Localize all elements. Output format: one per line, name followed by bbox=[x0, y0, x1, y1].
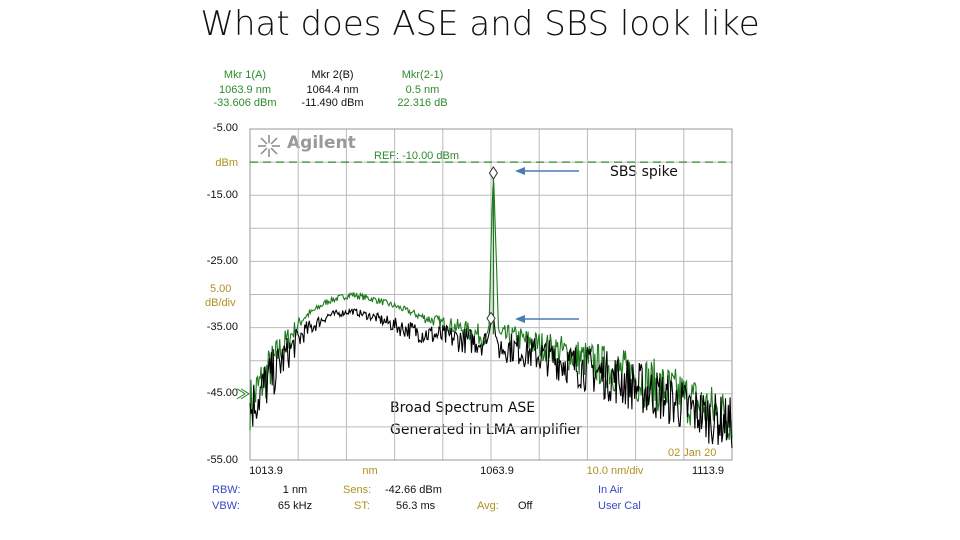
st-label: ST: bbox=[354, 500, 370, 512]
y-tick-label: -45.00 bbox=[206, 387, 238, 399]
in-air-label: In Air bbox=[598, 484, 624, 496]
rbw-label: RBW: bbox=[212, 484, 241, 496]
marker1-label: Mkr 1(A) bbox=[223, 69, 267, 81]
rbw-value: 1 nm bbox=[282, 484, 308, 496]
vbw-label: VBW: bbox=[212, 500, 240, 512]
avg-value: Off bbox=[518, 500, 533, 512]
marker2-wavelength: 1064.4 nm bbox=[306, 84, 359, 96]
x-start-label: 1013.9 bbox=[249, 465, 283, 477]
y-unit-label: dBm bbox=[215, 157, 238, 169]
reference-level-label: REF: -10.00 dBm bbox=[374, 150, 459, 162]
avg-label: Avg: bbox=[477, 500, 499, 512]
slide-title: What does ASE and SBS look like bbox=[200, 4, 760, 44]
sbs-arrow-head bbox=[515, 167, 525, 175]
marker1-power: -33.606 dBm bbox=[213, 97, 277, 109]
ase-label-line1: Broad Spectrum ASE bbox=[390, 400, 536, 416]
span-per-div: 10.0 nm/div bbox=[586, 465, 644, 477]
y-tick-label: -35.00 bbox=[206, 321, 238, 333]
y-tick-label: -55.00 bbox=[206, 454, 238, 466]
delta-marker-label: Mkr(2-1) bbox=[401, 69, 444, 81]
y-tick-label: -15.00 bbox=[206, 189, 238, 201]
agilent-brand: Agilent bbox=[287, 133, 356, 153]
y-tick-label: -5.00 bbox=[212, 122, 238, 134]
sens-label: Sens: bbox=[343, 484, 372, 496]
x-stop-label: 1113.9 bbox=[691, 465, 724, 477]
ase-peak-arrow-head bbox=[515, 315, 525, 323]
scale-value: 5.00 bbox=[210, 283, 232, 295]
date-label: 02 Jan 20 bbox=[668, 447, 717, 459]
marker2-power: -11.490 dBm bbox=[301, 97, 364, 109]
sens-value: -42.66 dBm bbox=[385, 484, 442, 496]
sbs-spike-label: SBS spike bbox=[610, 164, 678, 180]
delta-marker-power: 22.316 dB bbox=[397, 97, 448, 109]
scale-unit: dB/div bbox=[205, 297, 236, 309]
x-unit-label: nm bbox=[362, 465, 378, 477]
user-cal-label: User Cal bbox=[598, 500, 641, 512]
vbw-value: 65 kHz bbox=[277, 500, 313, 512]
delta-marker-wavelength: 0.5 nm bbox=[405, 84, 440, 96]
y-tick-label: -25.00 bbox=[206, 255, 238, 267]
plot-grid bbox=[250, 129, 732, 460]
ase-label-line2: Generated in LMA amplifier bbox=[390, 422, 582, 438]
st-value: 56.3 ms bbox=[396, 500, 436, 512]
x-center-label: 1063.9 bbox=[480, 465, 514, 477]
marker1-wavelength: 1063.9 nm bbox=[219, 84, 271, 96]
marker2-label: Mkr 2(B) bbox=[311, 69, 354, 81]
